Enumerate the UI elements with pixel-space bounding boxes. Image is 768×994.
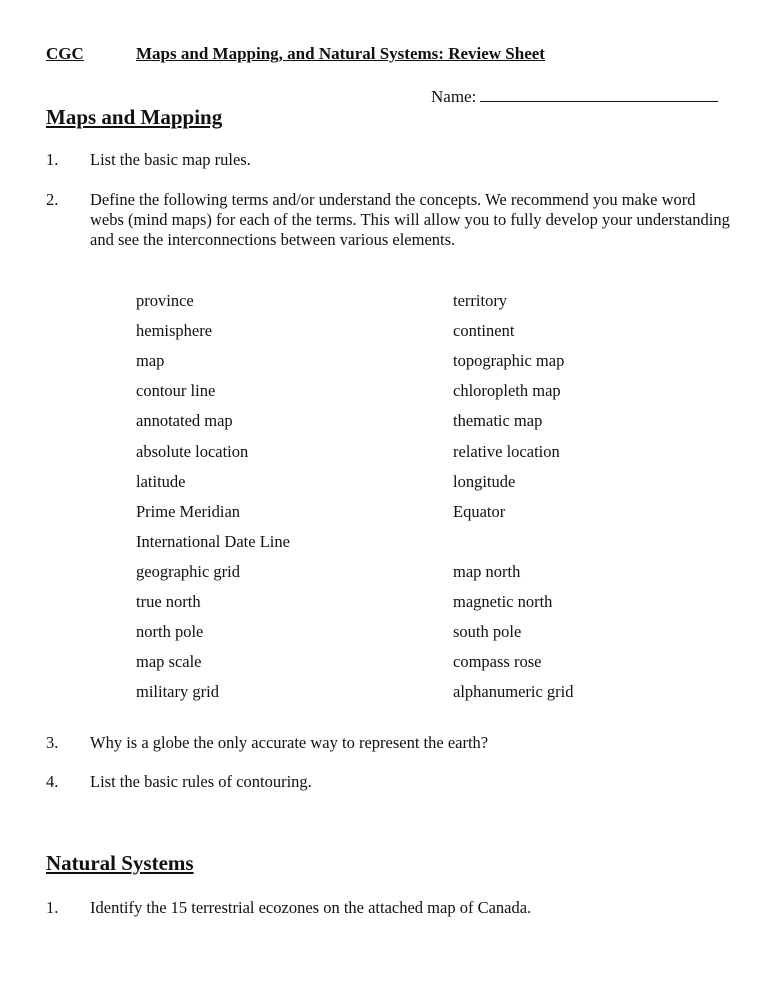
name-field[interactable] bbox=[431, 87, 718, 107]
term-right: alphanumeric grid bbox=[453, 682, 574, 701]
term-left: map scale bbox=[136, 652, 202, 671]
term-left: geographic grid bbox=[136, 562, 241, 581]
term-left: map bbox=[136, 351, 165, 370]
term-left: military grid bbox=[136, 682, 219, 701]
term-right: magnetic north bbox=[453, 592, 553, 611]
question-text: Define the following terms and/or understand the concepts. We recommend you make word webs (mind maps) for each of the terms. This will allow you to fully develop your understanding and see the interconnections between various elements. bbox=[90, 190, 730, 249]
section-title-natural-systems: Natural Systems bbox=[46, 851, 194, 875]
term-right: relative location bbox=[453, 442, 560, 461]
term-left: Prime Meridian bbox=[136, 502, 241, 521]
question-number: 3. bbox=[46, 733, 59, 752]
term-right: longitude bbox=[453, 472, 516, 491]
term-right: chloropleth map bbox=[453, 381, 561, 400]
question-text: List the basic rules of contouring. bbox=[90, 772, 312, 791]
term-right: topographic map bbox=[453, 351, 565, 370]
term-right: compass rose bbox=[453, 652, 542, 671]
term-left: province bbox=[136, 291, 194, 310]
term-right: thematic map bbox=[453, 411, 543, 430]
term-left: International Date Line bbox=[136, 532, 290, 551]
name-blank-line[interactable] bbox=[480, 87, 718, 102]
term-left: absolute location bbox=[136, 442, 249, 461]
term-left: contour line bbox=[136, 381, 216, 400]
term-right: map north bbox=[453, 562, 521, 581]
term-right: continent bbox=[453, 321, 515, 340]
section-title-maps: Maps and Mapping bbox=[46, 105, 223, 129]
term-left: annotated map bbox=[136, 411, 233, 430]
question-text: Identify the 15 terrestrial ecozones on the attached map of Canada. bbox=[90, 898, 532, 917]
question-number: 1. bbox=[46, 150, 59, 169]
question-text: List the basic map rules. bbox=[90, 150, 251, 169]
term-left: latitude bbox=[136, 472, 186, 491]
term-right: Equator bbox=[453, 502, 506, 521]
term-left: true north bbox=[136, 592, 201, 611]
question-number: 2. bbox=[46, 190, 59, 209]
question-text: Why is a globe the only accurate way to represent the earth? bbox=[90, 733, 489, 752]
question-number: 1. bbox=[46, 898, 59, 917]
course-code: CGC bbox=[46, 44, 84, 63]
term-right: south pole bbox=[453, 622, 522, 641]
name-label: Name: bbox=[431, 87, 477, 106]
sheet-title: Maps and Mapping, and Natural Systems: Review Sheet bbox=[136, 44, 545, 63]
term-left: hemisphere bbox=[136, 321, 213, 340]
question-number: 4. bbox=[46, 772, 59, 791]
term-right: territory bbox=[453, 291, 508, 310]
term-left: north pole bbox=[136, 622, 204, 641]
